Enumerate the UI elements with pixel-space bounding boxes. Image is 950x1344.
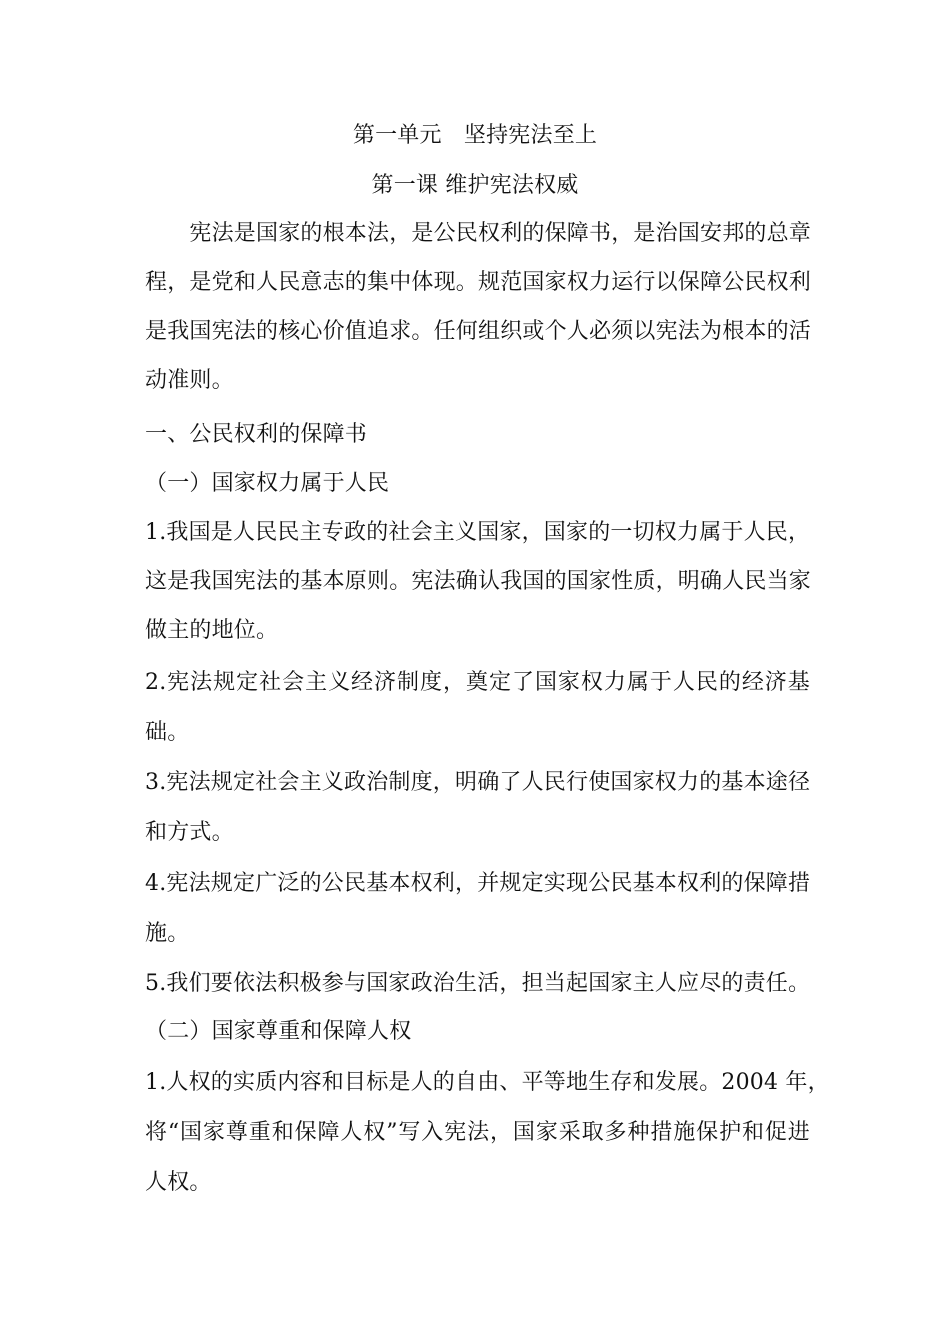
list-item-line: 3.宪法规定社会主义政治制度，明确了人民行使国家权力的基本途径 — [145, 770, 811, 795]
intro-line: 程，是党和人民意志的集中体现。规范国家权力运行以保障公民权利 — [145, 270, 812, 295]
list-item-line: 4.宪法规定广泛的公民基本权利，并规定实现公民基本权利的保障措 — [145, 871, 811, 896]
subsection-heading: （一）国家权力属于人民 — [145, 471, 390, 496]
list-item-line: 和方式。 — [145, 820, 234, 845]
intro-line: 动准则。 — [145, 368, 234, 393]
lesson-title: 第一课 维护宪法权威 — [371, 173, 579, 198]
list-item-line: 础。 — [145, 720, 190, 745]
intro-line: 是我国宪法的核心价值追求。任何组织或个人必须以宪法为根本的活 — [145, 319, 812, 344]
list-item-line: 这是我国宪法的基本原则。宪法确认我国的国家性质，明确人民当家 — [145, 569, 812, 594]
section-heading: 一、公民权利的保障书 — [145, 422, 368, 447]
list-item-line: 人权。 — [145, 1170, 212, 1195]
list-item-line: 2.宪法规定社会主义经济制度，奠定了国家权力属于人民的经济基 — [145, 670, 810, 695]
list-item-line: 施。 — [145, 921, 190, 946]
unit-title: 第一单元 坚持宪法至上 — [352, 123, 598, 148]
subsection-heading: （二）国家尊重和保障人权 — [145, 1019, 412, 1044]
list-item-line: 1.人权的实质内容和目标是人的自由、平等地生存和发展。2004 年， — [145, 1070, 830, 1095]
list-item-line: 做主的地位。 — [145, 618, 279, 643]
intro-line: 宪法是国家的根本法，是公民权利的保障书，是治国安邦的总章 — [145, 221, 812, 246]
list-item-line: 1.我国是人民民主专政的社会主义国家，国家的一切权力属于人民， — [145, 520, 811, 545]
list-item-line: 5.我们要依法积极参与国家政治生活，担当起国家主人应尽的责任。 — [145, 971, 811, 996]
list-item-line: 将“国家尊重和保障人权”写入宪法，国家采取多种措施保护和促进 — [145, 1120, 810, 1145]
